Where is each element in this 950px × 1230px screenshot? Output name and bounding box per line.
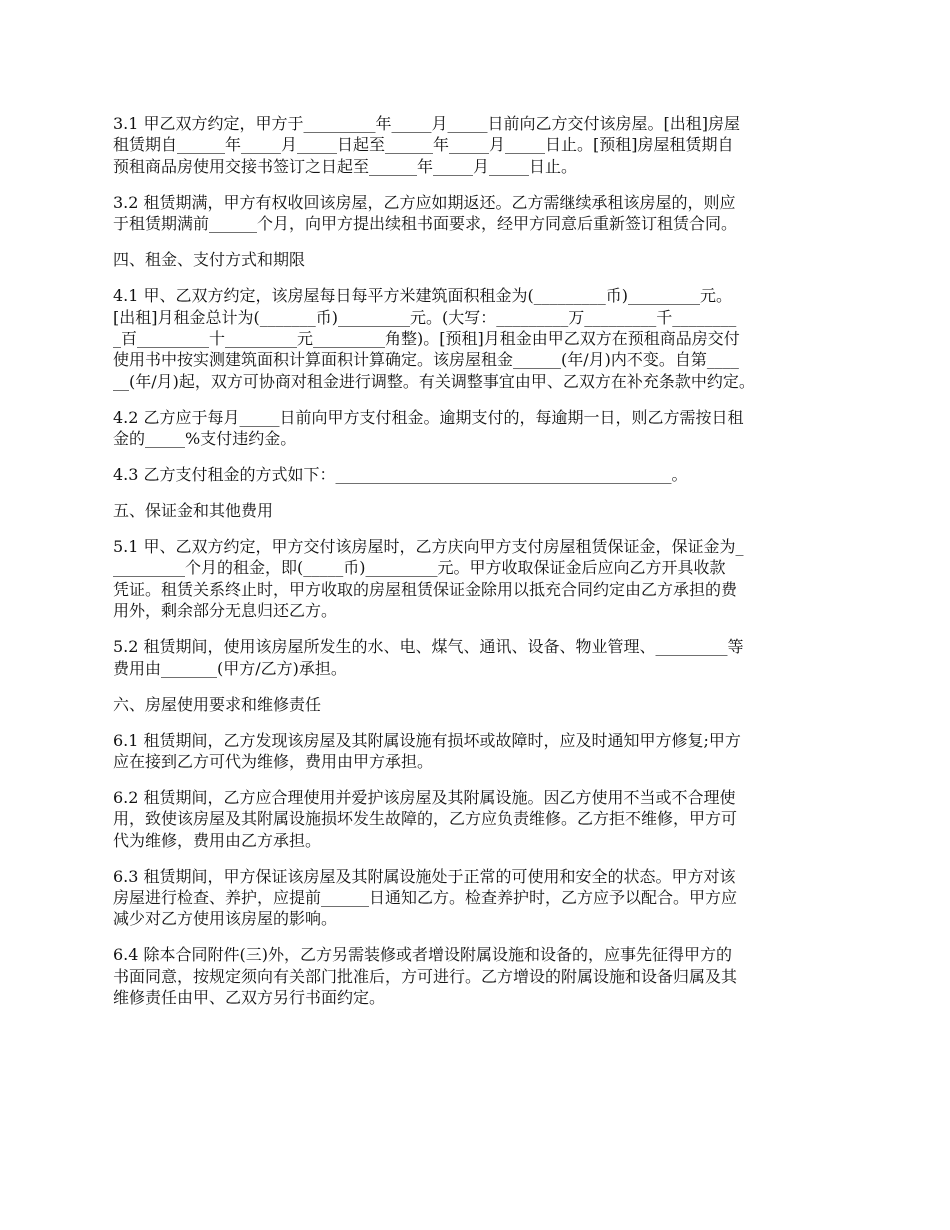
section-heading-6 bbox=[113, 694, 838, 715]
text-line: __(年/月)起，双方可协商对租金进行调整。有关调整事宜由甲、乙双方在补充条款中约定。 bbox=[113, 371, 755, 391]
text-line: 应在接到乙方可代为维修，费用由甲方承担。 bbox=[113, 751, 434, 771]
text-line: 减少对乙方使用该房屋的影响。 bbox=[113, 909, 338, 929]
text-line: 金的_____%支付违约金。 bbox=[113, 429, 297, 449]
text-line: 5.1 甲、乙双方约定，甲方交付该房屋时，乙方庆向甲方支付房屋租赁保证金，保证金为_ bbox=[113, 537, 744, 557]
text-line: 凭证。租赁关系终止时，甲方收取的房屋租赁保证金除用以抵充合同约定由乙方承担的费 bbox=[113, 579, 738, 599]
text-line: 租赁期自______年_____月_____日起至______年_____月_____日止。[预租]房屋租赁期自 bbox=[113, 135, 734, 155]
text-line: _百_________十_________元_________角整)。[预租]月租金由甲乙双方在预租商品房交付 bbox=[113, 328, 740, 348]
text-line: 费用由_______(甲方/乙方)承担。 bbox=[113, 658, 347, 678]
text-line: 维修责任由甲、乙双方另行书面约定。 bbox=[113, 988, 386, 1008]
clause-4-1 bbox=[113, 285, 838, 392]
clause-3-1 bbox=[113, 113, 838, 177]
text-line: 4.3 乙方支付租金的方式如下：__________________________________________。 bbox=[113, 465, 688, 485]
text-line: 书面同意，按规定须向有关部门批准后，方可进行。乙方增设的附属设施和设备归属及其 bbox=[113, 966, 738, 986]
heading-line: 四、租金、支付方式和期限 bbox=[113, 250, 306, 270]
text-line: 6.3 租赁期间，甲方保证该房屋及其附属设施处于正常的可使用和安全的状态。甲方对该 bbox=[113, 866, 736, 886]
clause-4-2 bbox=[113, 407, 838, 450]
text-line: 6.2 租赁期间，乙方应合理使用并爱护该房屋及其附属设施。因乙方使用不当或不合理使 bbox=[113, 787, 736, 807]
text-line: 代为维修，费用由乙方承担。 bbox=[113, 830, 322, 850]
heading-line: 五、保证金和其他费用 bbox=[113, 501, 274, 521]
text-line: 3.1 甲乙双方约定，甲方于_________年_____月_____日前向乙方交付该房屋。[出租]房屋 bbox=[113, 114, 741, 133]
text-line: 用外，剩余部分无息归还乙方。 bbox=[113, 601, 338, 621]
section-heading-4 bbox=[113, 249, 838, 270]
clause-6-1 bbox=[113, 730, 838, 773]
text-line: 6.1 租赁期间，乙方发现该房屋及其附属设施有损坏或故障时，应及时通知甲方修复;甲方 bbox=[113, 730, 741, 750]
text-line: 用，致使该房屋及其附属设施损坏发生故障的，乙方应负责维修。乙方拒不维修，甲方可 bbox=[113, 809, 738, 829]
text-line: 6.4 除本合同附件(三)外，乙方另需装修或者增设附属设施和设备的，应事先征得甲方的 bbox=[113, 945, 733, 965]
text-line: _________个月的租金，即(_____币)_________元。甲方收取保证金后应向乙方开具收款 bbox=[113, 558, 726, 578]
document-page bbox=[113, 113, 838, 1023]
text-line: 使用书中按实测建筑面积计算面积计算确定。该房屋租金______(年/月)内不变。自第____ bbox=[113, 350, 739, 370]
clause-4-3 bbox=[113, 464, 838, 485]
text-line: 预租商品房使用交接书签订之日起至______年_____月_____日止。 bbox=[113, 156, 578, 176]
text-line: 房屋进行检查、养护，应提前______日通知乙方。检查养护时，乙方应予以配合。甲方应 bbox=[113, 888, 738, 908]
text-line: 5.2 租赁期间，使用该房屋所发生的水、电、煤气、通讯、设备、物业管理、_________等 bbox=[113, 637, 744, 657]
clause-6-4 bbox=[113, 944, 838, 1008]
clause-6-2 bbox=[113, 787, 838, 851]
text-line: 4.2 乙方应于每月_____日前向甲方支付租金。逾期支付的，每逾期一日，则乙方需按日租 bbox=[113, 407, 744, 427]
text-line: 于租赁期满前______个月，向甲方提出续租书面要求，经甲方同意后重新签订租赁合同。 bbox=[113, 214, 738, 234]
clause-3-2 bbox=[113, 192, 838, 235]
text-line: [出租]月租金总计为(_______币)_________元。(大写：_________万_________千________ bbox=[113, 307, 737, 327]
clause-6-3 bbox=[113, 866, 838, 930]
clause-5-1 bbox=[113, 536, 838, 622]
section-heading-5 bbox=[113, 500, 838, 521]
text-line: 4.1 甲、乙双方约定，该房屋每日每平方米建筑面积租金为(_________币)_________元。 bbox=[113, 286, 733, 306]
heading-line: 六、房屋使用要求和维修责任 bbox=[113, 694, 322, 714]
text-line: 3.2 租赁期满，甲方有权收回该房屋，乙方应如期返还。乙方需继续承租该房屋的，则应 bbox=[113, 192, 736, 212]
clause-5-2 bbox=[113, 636, 838, 679]
